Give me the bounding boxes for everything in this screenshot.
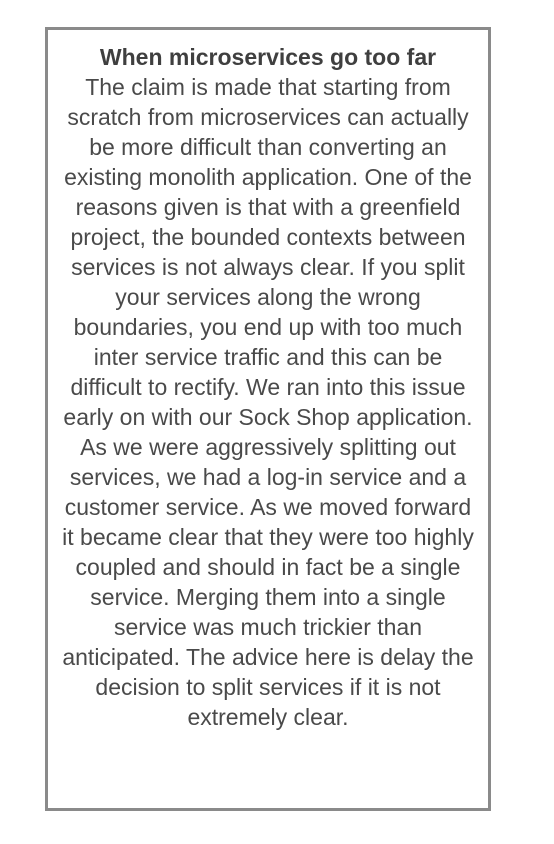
sidebar-callout-box [45,27,491,811]
callout-body-text: The claim is made that starting from scratch from microservices can actually be more difficult than converting an existing monolith application. One of the reasons given is that with a greenfield project, the bounded contexts between services is not always clear. If you split your services along the wrong boundaries, you end up with too much inter service traffic and this can be difficult to rectify. We ran into this issue early on with our Sock Shop application. As we were aggressively splitting out services, we had a log-in service and a customer service. As we moved forward it became clear that they were too highly coupled and should in fact be a single service. Merging them into a single service was much trickier than anticipated. The advice here is delay the decision to split services if it is not extremely clear. [62,74,474,730]
callout-title: When microservices go too far [99,44,437,70]
